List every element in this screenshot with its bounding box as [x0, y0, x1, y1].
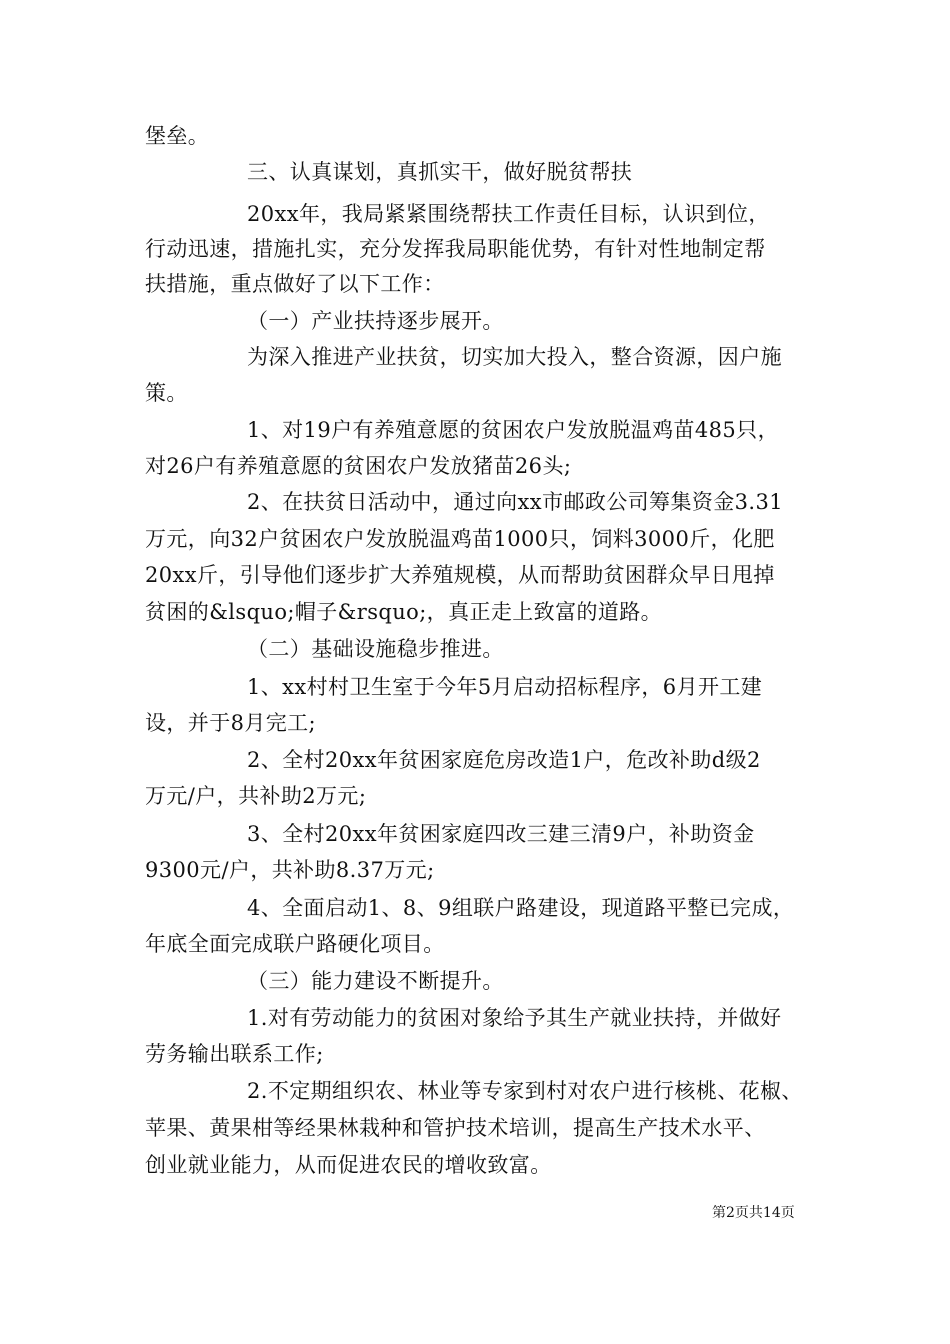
section-heading: 三、认真谋划，真抓实干，做好脱贫帮扶	[247, 160, 633, 184]
text-line: 扶措施，重点做好了以下工作：	[145, 272, 445, 296]
text-line: 为深入推进产业扶贫，切实加大投入，整合资源，因户施	[247, 345, 782, 369]
text-line: 20xx年，我局紧紧围绕帮扶工作责任目标，认识到位，	[247, 202, 770, 226]
text-line: 堡垒。	[145, 124, 210, 148]
text-line: 2.不定期组织农、林业等专家到村对农户进行核桃、花椒、	[247, 1079, 803, 1103]
text-line: 对26户有养殖意愿的贫困农户发放猪苗26头;	[145, 454, 572, 478]
text-line: 年底全面完成联户路硬化项目。	[145, 932, 445, 956]
text-line: 1、xx村村卫生室于今年5月启动招标程序，6月开工建	[247, 675, 763, 699]
text-line: 4、全面启动1、8、9组联户路建设，现道路平整已完成，	[247, 896, 795, 920]
text-line: 万元/户，共补助2万元;	[145, 784, 367, 808]
text-line: 万元，向32户贫困农户发放脱温鸡苗1000只，饲料3000斤，化肥	[145, 527, 775, 551]
text-line: 贫困的&lsquo;帽子&rsquo;，真正走上致富的道路。	[145, 600, 663, 624]
text-line: 苹果、黄果柑等经果林栽种和管护技术培训，提高生产技术水平、	[145, 1116, 766, 1140]
subsection-heading: （二）基础设施稳步推进。	[247, 637, 504, 661]
text-line: 2、在扶贫日活动中，通过向xx市邮政公司筹集资金3.31	[247, 490, 784, 514]
subsection-heading: （一）产业扶持逐步展开。	[247, 309, 504, 333]
subsection-heading: （三）能力建设不断提升。	[247, 969, 504, 993]
text-line: 9300元/户，共补助8.37万元;	[145, 858, 435, 882]
page-number-footer: 第2页共14页	[712, 1205, 795, 1221]
text-line: 设，并于8月完工;	[145, 711, 317, 735]
text-line: 行动迅速，措施扎实，充分发挥我局职能优势，有针对性地制定帮	[145, 237, 766, 261]
text-line: 2、全村20xx年贫困家庭危房改造1户，危改补助d级2	[247, 748, 761, 772]
text-line: 1.对有劳动能力的贫困对象给予其生产就业扶持，并做好	[247, 1006, 782, 1030]
text-line: 创业就业能力，从而促进农民的增收致富。	[145, 1153, 552, 1177]
text-line: 3、全村20xx年贫困家庭四改三建三清9户，补助资金	[247, 822, 755, 846]
text-line: 20xx斤，引导他们逐步扩大养殖规模，从而帮助贫困群众早日甩掉	[145, 563, 775, 587]
text-line: 策。	[145, 381, 188, 405]
text-line: 1、对19户有养殖意愿的贫困农户发放脱温鸡苗485只，	[247, 418, 779, 442]
text-line: 劳务输出联系工作;	[145, 1042, 324, 1066]
